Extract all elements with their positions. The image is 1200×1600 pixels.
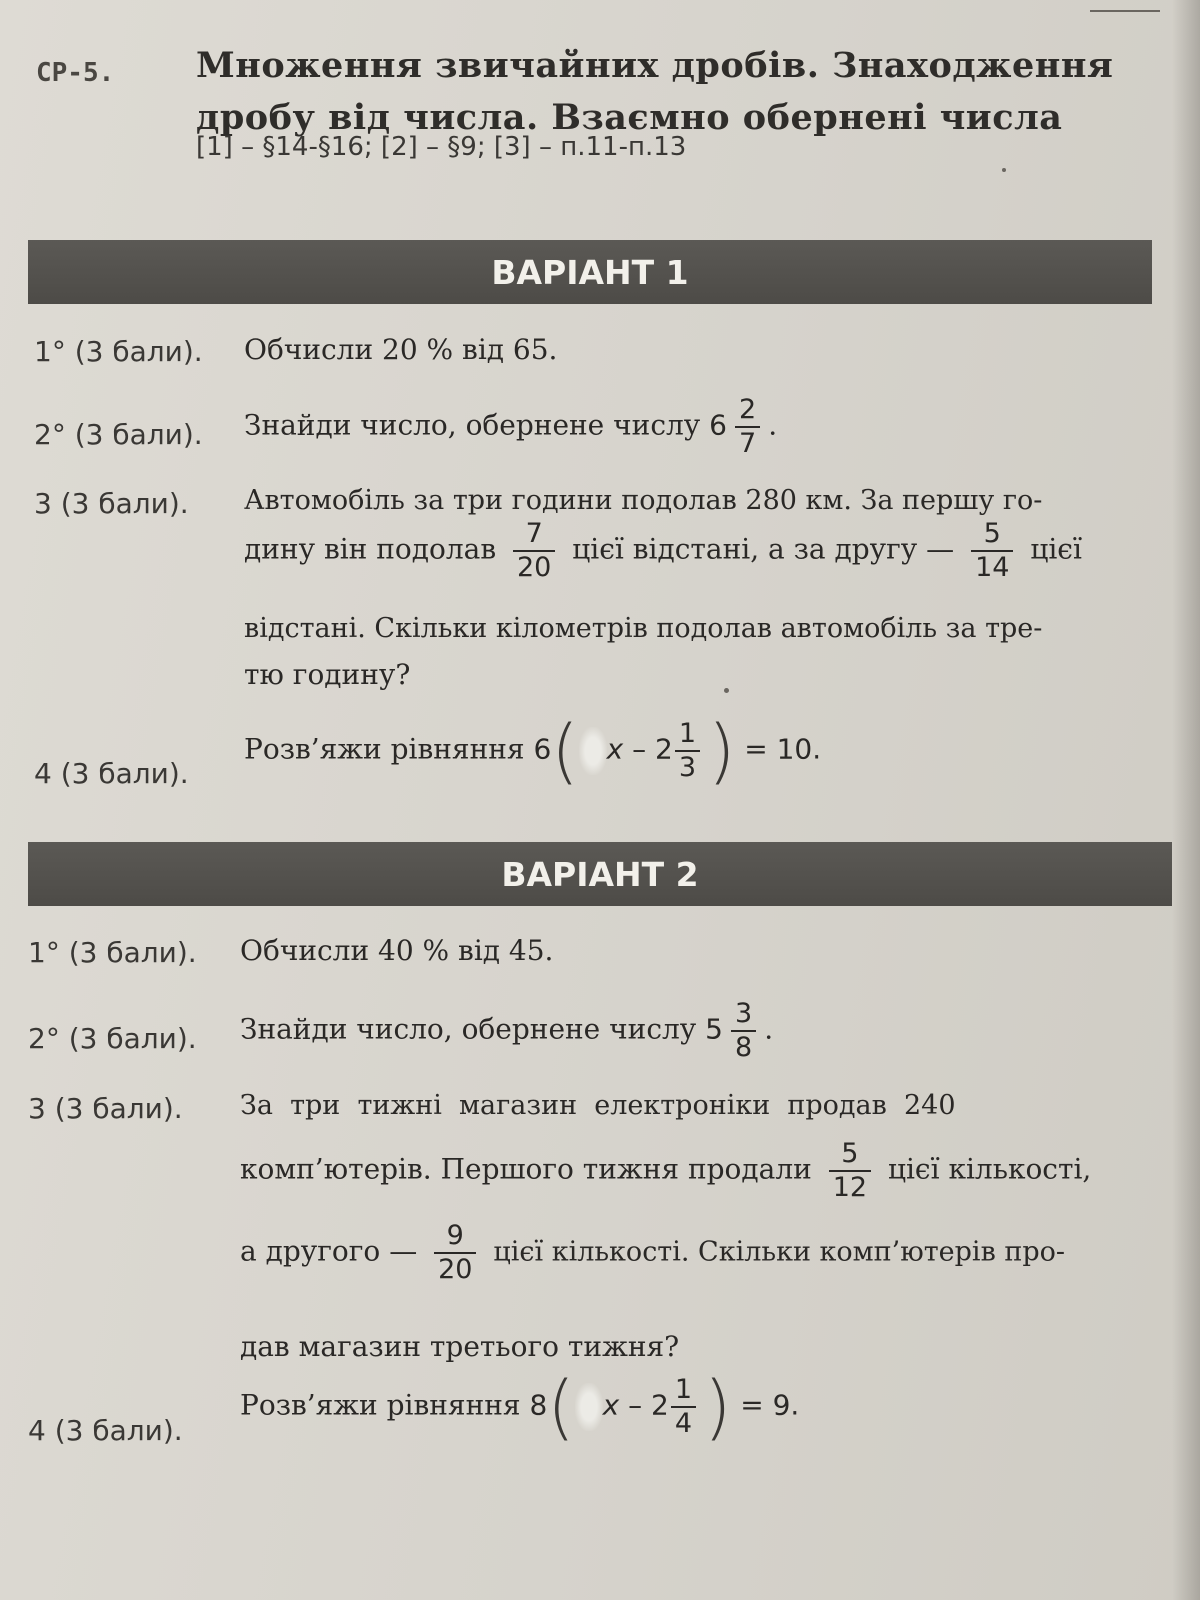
v1-task4-result: = 10. xyxy=(744,732,822,766)
v2-task1-text: Обчисли 40 % від 45. xyxy=(240,934,554,967)
v1-task3-text-b: цієї відстані, а за другу — xyxy=(572,532,955,566)
v2-task4-coefficient: 8 xyxy=(529,1388,548,1422)
section-title: Множення звичайних дробів. Знаходження дробу від числа. Взаємно обернені числа xyxy=(196,45,1114,138)
v1-task4-line xyxy=(244,710,822,792)
v2-task4-fraction xyxy=(671,1376,696,1438)
v1-task4-coefficient: 6 xyxy=(533,732,552,766)
section-references: [1] – §14-§16; [2] – §9; [3] – п.11-п.13 xyxy=(196,132,687,162)
left-paren-icon: ( xyxy=(547,1366,575,1448)
v1-task3-fraction-2 xyxy=(971,520,1013,582)
fraction-numerator: 2 xyxy=(739,394,757,425)
v2-task3-fraction-2 xyxy=(434,1222,476,1284)
fraction-numerator: 7 xyxy=(525,518,543,549)
fraction-denominator: 4 xyxy=(674,1408,693,1439)
v1-task4-fraction xyxy=(675,720,700,782)
v1-task3-line4: тю годину? xyxy=(244,658,411,691)
v2-task4-minus: – 2 xyxy=(628,1388,669,1422)
fraction-denominator: 12 xyxy=(832,1172,868,1203)
ink-speck xyxy=(1002,168,1006,172)
v1-task2-whole: 6 xyxy=(709,408,727,442)
fraction-denominator: 20 xyxy=(438,1254,473,1285)
v2-task2-whole: 5 xyxy=(705,1012,723,1046)
fraction-denominator: 8 xyxy=(735,1032,753,1063)
v1-task2-period: . xyxy=(768,408,778,442)
v2-task3-text-b: цієї кількості, xyxy=(887,1152,1092,1186)
fraction-numerator: 9 xyxy=(446,1220,464,1251)
v2-task2-text: Знайди число, обернене числу xyxy=(240,1012,697,1046)
v2-task3-text-d: цієї кількості. Скільки комп’ютерів про- xyxy=(493,1236,1066,1268)
page-edge-shadow xyxy=(1172,0,1200,1600)
v1-task3-line2 xyxy=(244,520,1082,582)
v1-task2-label: 2° (3 бали). xyxy=(34,418,203,451)
fraction-numerator: 3 xyxy=(735,998,753,1029)
v2-task4-text: Розв’яжи рівняння xyxy=(240,1388,521,1422)
v2-task2-period: . xyxy=(764,1012,774,1046)
right-paren-icon: ) xyxy=(704,1366,732,1448)
fraction-numerator: 1 xyxy=(674,1374,693,1405)
left-paren-icon: ( xyxy=(551,710,579,792)
v2-task3-line4: дав магазин третього тижня? xyxy=(240,1330,680,1363)
fraction-denominator: 14 xyxy=(975,552,1010,583)
erased-mark xyxy=(579,727,607,775)
v1-task4-variable: x xyxy=(606,732,624,766)
v2-task4-result: = 9. xyxy=(740,1388,800,1422)
v1-task1-text: Обчисли 20 % від 65. xyxy=(244,333,558,366)
fraction-numerator: 5 xyxy=(841,1138,859,1169)
v1-task2-fraction xyxy=(735,396,760,458)
variant-1-title: ВАРІАНТ 1 xyxy=(491,252,689,292)
v1-task3-fraction-1 xyxy=(513,520,555,582)
v2-task1-label: 1° (3 бали). xyxy=(28,936,197,969)
v2-task4-line xyxy=(240,1366,800,1448)
variant-2-banner xyxy=(28,842,1172,906)
v2-task2-fraction xyxy=(731,1000,756,1062)
ink-speck xyxy=(724,688,729,693)
right-paren-icon: ) xyxy=(708,710,736,792)
v1-task2-line xyxy=(244,396,777,458)
fraction-denominator: 3 xyxy=(678,752,697,783)
v2-task2-label: 2° (3 бали). xyxy=(28,1022,197,1055)
v1-task3-text-a: дину він подолав xyxy=(244,532,497,566)
v2-task4-label: 4 (3 бали). xyxy=(28,1414,183,1447)
v2-task3-line2 xyxy=(240,1140,1091,1202)
variant-2-title: ВАРІАНТ 2 xyxy=(501,854,699,894)
v2-task2-line xyxy=(240,1000,773,1062)
v1-task4-label: 4 (3 бали). xyxy=(34,757,189,790)
v2-task4-variable: x xyxy=(602,1388,620,1422)
v2-task3-fraction-1 xyxy=(829,1140,871,1202)
v1-task4-minus: – 2 xyxy=(632,732,673,766)
v2-task3-text-a: комп’ютерів. Першого тижня продали xyxy=(240,1152,812,1186)
erased-mark xyxy=(575,1383,603,1431)
fraction-numerator: 1 xyxy=(678,718,697,749)
v1-task1-label: 1° (3 бали). xyxy=(34,335,203,368)
fraction-denominator: 20 xyxy=(517,552,552,583)
v1-task3-line1: Автомобіль за три години подолав 280 км. За першу го- xyxy=(244,485,1043,516)
v1-task3-text-c: цієї xyxy=(1030,532,1082,566)
fraction-numerator: 5 xyxy=(983,518,1001,549)
v2-task3-line1: За три тижні магазин електроніки продав 240 xyxy=(240,1090,956,1121)
section-code: СР-5. xyxy=(36,58,115,88)
v1-task2-text: Знайди число, обернене числу xyxy=(244,408,701,442)
fraction-denominator: 7 xyxy=(739,428,757,459)
top-rule xyxy=(1090,10,1160,12)
variant-1-banner xyxy=(28,240,1152,304)
v2-task3-label: 3 (3 бали). xyxy=(28,1092,183,1125)
v2-task3-line3 xyxy=(240,1222,1065,1284)
v1-task3-label: 3 (3 бали). xyxy=(34,487,189,520)
v1-task4-text: Розв’яжи рівняння xyxy=(244,732,525,766)
v2-task3-text-c: а другого — xyxy=(240,1234,418,1268)
v1-task3-line3: відстані. Скільки кілометрів подолав автомобіль за тре- xyxy=(244,613,1043,644)
